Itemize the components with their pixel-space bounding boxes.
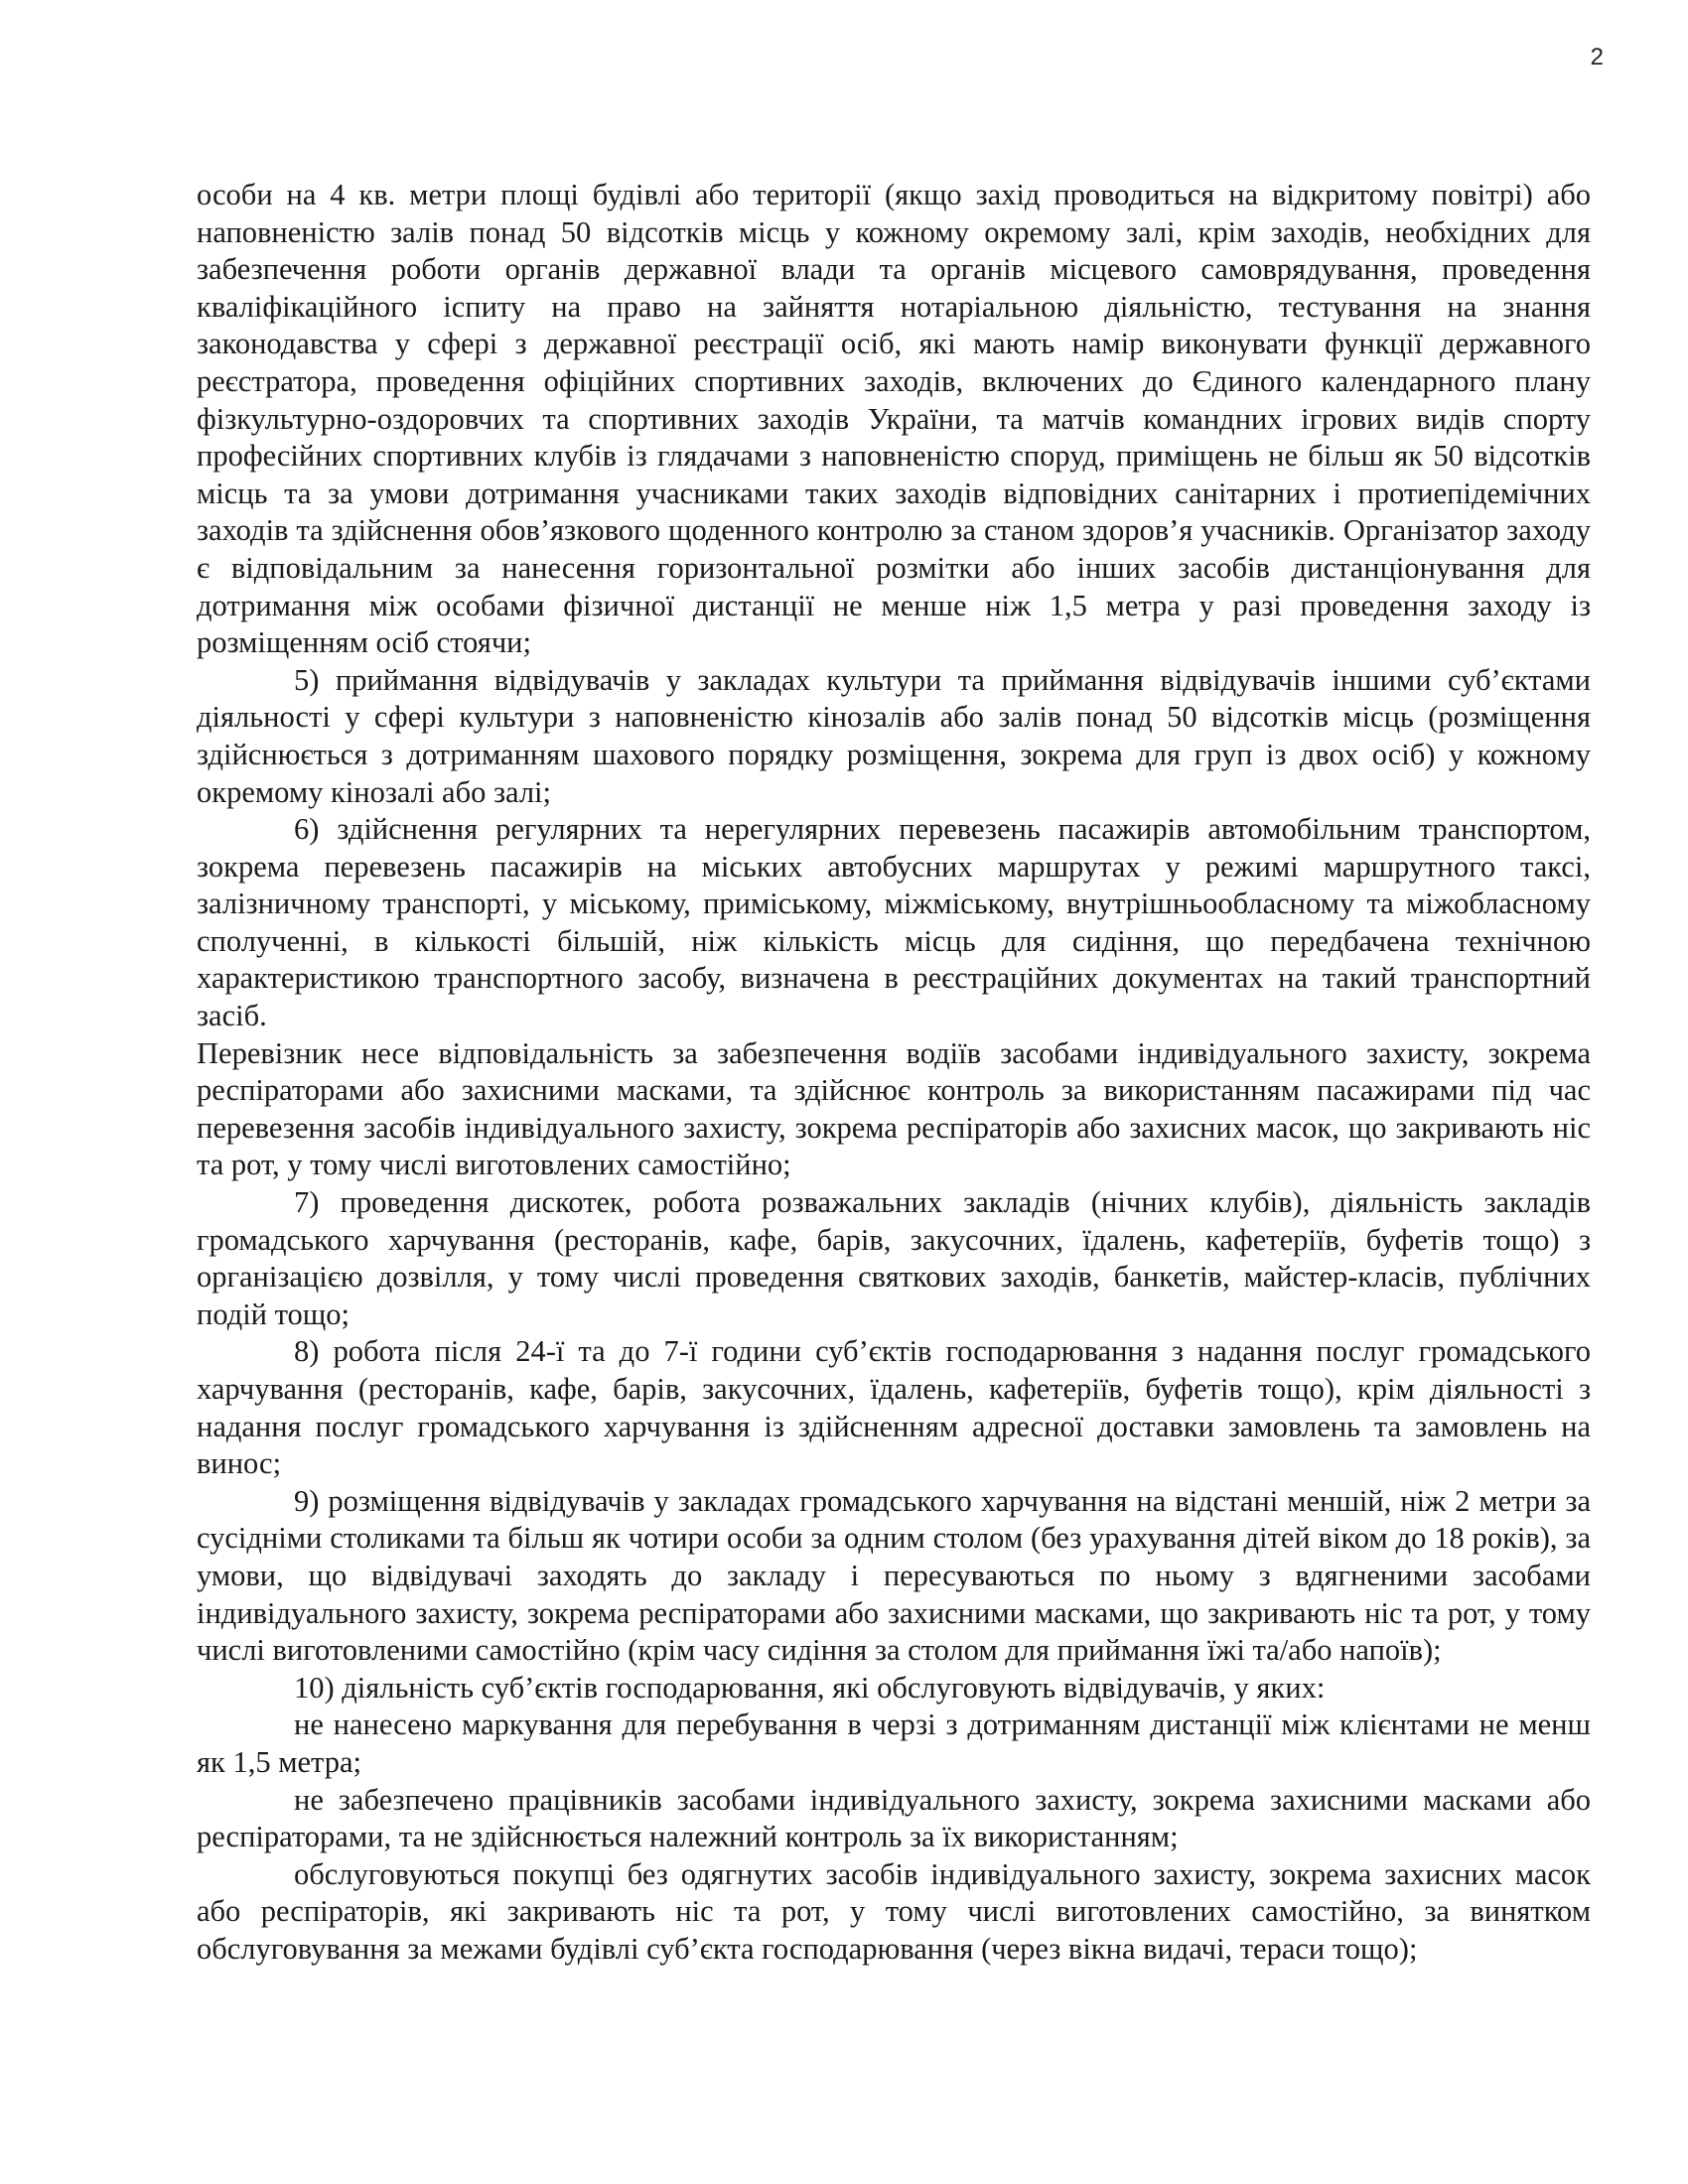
paragraph-item-8: 8) робота після 24-ї та до 7-ї години суб’єктів господарювання з надання послуг громадського харчування (ресторанів, кафе, барів, закусочних, їдалень, кафетеріїв, буфетів тощо), крім діяльності з надання послуг громадського харчування із здійсненням адресної доставки замовлень та замовлень на винос;	[197, 1334, 1591, 1481]
paragraph-carrier-note: Перевізник несе відповідальність за забезпечення водіїв засобами індивідуального захисту, зокрема респіраторами або захисними масками, та здійснює контроль за використанням пасажирами під час перевезення засобів індивідуального захисту, зокрема респіраторів або захисних масок, що закривають ніс та рот, у тому числі виготовлених самостійно;	[197, 1035, 1591, 1182]
paragraph-item-10-a: не нанесено маркування для перебування в черзі з дотриманням дистанції між клієнтами не менш як 1,5 метра;	[197, 1707, 1591, 1779]
paragraph-item-10-c: обслуговуються покупці без одягнутих засобів індивідуального захисту, зокрема захисних масок або респіраторів, які закривають ніс та рот, у тому числі виготовлених самостійно, за винятком обслуговування за межами будівлі суб’єкта господарювання (через вікна видачі, тераси тощо);	[197, 1856, 1591, 1966]
paragraph-continuation: особи на 4 кв. метри площі будівлі або території (якщо захід проводиться на відкритому повітрі) або наповненістю залів понад 50 відсотків місць у кожному окремому залі, крім заходів, необхідних для забезпечення роботи органів державної влади та органів місцевого самоврядування, проведення кваліфікаційного іспиту на право на зайняття нотаріальною діяльністю, тестування на знання законодавства у сфері з державної реєстрації осіб, які мають намір виконувати функції державного реєстратора, проведення офіційних спортивних заходів, включених до Єдиного календарного плану фізкультурно-оздоровчих та спортивних заходів України, та матчів командних ігрових видів спорту професійних спортивних клубів із глядачами з наповненістю споруд, приміщень не більш як 50 відсотків місць та за умови дотримання учасниками таких заходів відповідних санітарних і протиепідемічних заходів та здійснення обов’язкового щоденного контролю за станом здоров’я учасників. Організатор заходу є відповідальним за нанесення горизонтальної розмітки або інших засобів дистанціонування для дотримання між особами фізичної дистанції не менше ніж 1,5 метра у разі проведення заходу із розміщенням осіб стоячи;	[197, 178, 1591, 660]
page-number: 2	[1590, 44, 1604, 70]
paragraph-item-7: 7) проведення дискотек, робота розважальних закладів (нічних клубів), діяльність закладів громадського харчування (ресторанів, кафе, барів, закусочних, їдалень, кафетеріїв, буфетів тощо) з організацією дозвілля, у тому числі проведення святкових заходів, банкетів, майстер-класів, публічних подій тощо;	[197, 1185, 1591, 1331]
paragraph-item-9: 9) розміщення відвідувачів у закладах громадського харчування на відстані меншій, ніж 2 метри за сусідніми столиками та більш як чотири особи за одним столом (без урахування дітей віком до 18 років), за умови, що відвідувачі заходять до закладу і пересуваються по ньому з вдягненими засобами індивідуального захисту, зокрема респіраторами або захисними масками, що закривають ніс та рот, у тому числі виготовленими самостійно (крім часу сидіння за столом для приймання їжі та/або напоїв);	[197, 1483, 1591, 1668]
paragraph-item-10-b: не забезпечено працівників засобами індивідуального захисту, зокрема захисними масками або респіраторами, та не здійснюється належний контроль за їх використанням;	[197, 1782, 1591, 1854]
paragraph-item-6: 6) здійснення регулярних та нерегулярних перевезень пасажирів автомобільним транспортом, зокрема перевезень пасажирів на міських автобусних маршрутах у режимі маршрутного таксі, залізничному транспорті, у міському, приміському, міжміському, внутрішньообласному та міжобласному сполученні, в кількості більшій, ніж кількість місць для сидіння, що передбачена технічною характеристикою транспортного засобу, визначена в реєстраційних документах на такий транспортний засіб.	[197, 812, 1591, 1033]
paragraph-item-10: 10) діяльність суб’єктів господарювання, які обслуговують відвідувачів, у яких:	[294, 1670, 1326, 1705]
document-body	[197, 177, 1591, 1969]
paragraph-item-5: 5) приймання відвідувачів у закладах культури та приймання відвідувачів іншими суб’єктами діяльності у сфері культури з наповненістю кінозалів або залів понад 50 відсотків місць (розміщення здійснюється з дотриманням шахового порядку розміщення, зокрема для груп із двох осіб) у кожному окремому кінозалі або залі;	[197, 662, 1591, 809]
